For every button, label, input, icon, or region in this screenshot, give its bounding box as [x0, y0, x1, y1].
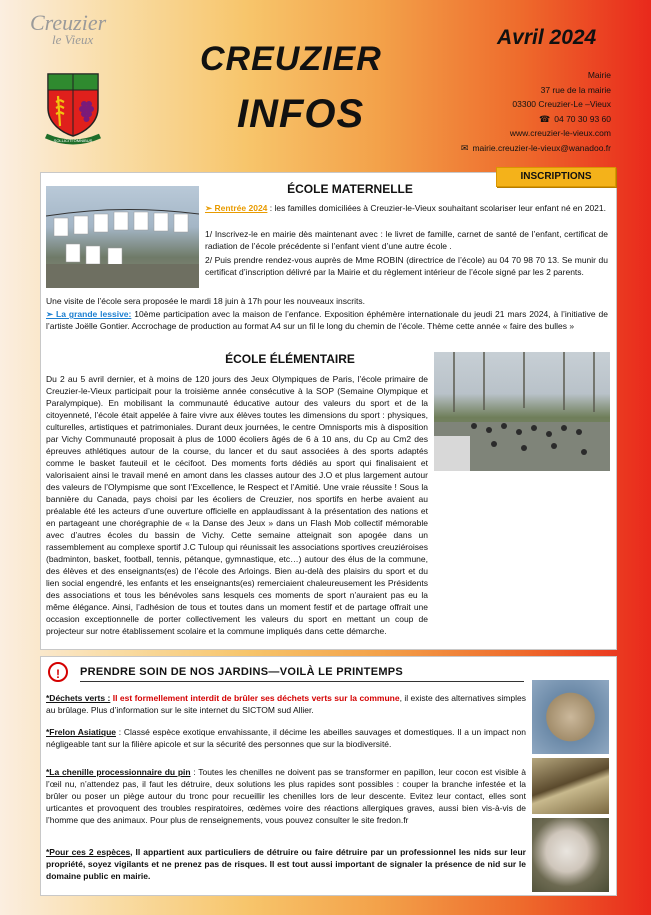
chenille-text: : Toutes les chenilles ne doivent pas se transformer en papillon, leur cocon est visible à l’œil nu, n’attendez pas, il faut les détruire, deux solutions les plus rapides sont possibles : couper la branche infestée et la brûler ou poser un piège autour du tronc pour recueillir les chenilles lors de leur descente. Evitez leur contact, elles sont urticantes et provoquent des troubles respiratoires, œdèmes voire des réactions allergiques graves, aussi bien vis-à-vis de l’homme que des animaux. Pour plus de renseignements, vous pouvez consulter le site fredon.fr	[46, 767, 527, 825]
address-web[interactable]: www.creuzier-le-vieux.com	[509, 128, 611, 138]
lessive-paragraph	[46, 308, 608, 332]
logo-line2: le Vieux	[52, 32, 94, 47]
issue-date: Avril 2024	[497, 26, 597, 49]
address-city: 03300 Creuzier-Le –Vieux	[512, 99, 611, 109]
sports-event-photo	[434, 352, 610, 471]
frelon-paragraph	[46, 726, 526, 750]
logo	[30, 10, 106, 48]
caterpillars-photo	[532, 758, 609, 814]
especes-paragraph	[46, 846, 526, 882]
warning-icon: !	[48, 662, 68, 682]
address-street: 37 rue de la mairie	[540, 84, 611, 95]
elementaire-text: Du 2 au 5 avril dernier, et à moins de 120 jours des Jeux Olympiques de Paris, l’école primaire de Creuzier-le-Vieux participait pour la troisième année consécutive à la SOP (Semaine Olympique et Paralympique). En mobilisant la communauté éducative autour des valeurs du sport et de la citoyenneté, l’école était appelée à faire vivre aux élèves toutes les dimensions du sport : physiques, culturelles, artistiques et patrimoniales. Durant deux journées, le centre Omnisports mis à disposition par Vichy Communauté proposait à plus de 1000 écoliers âgés de 6 à 10 ans, du Cp au Cm2 des épreuves athlétiques autour de la course, du lancer et du saut associées à des sports adaptés comme le basket fauteuil et le cécifoot. Des moments forts dédiés au sport qui finalisaient et valorisaient ainsi le travail mené en amont dans les classes autour des J.O et plus largement autour des valeurs de l’Olympisme que sont l’Excellence, le Respect et l’Amitié. Une vraie réussite ! Sous la bannière du Canada, pays choisi par les écoliers de Creuzier, nos sportifs en herbe avaient au préalable été les acteurs d’une ouverture officielle en applaudissant à la présentation des nations et en partageant une chorégraphie de « la Danse des Jeux » dans un Flash Mob collectif mémorable avec d’autres écoles du bassin de Vichy. Cette semaine atteignait son apogée dans un rassemblement au complexe sportif J.C Tuloup qui réunissait les associations sportives creuziéroises (badminton, basket, football, tennis, pétanque, gymnastique, etc…) autour des élus de la commune, des élèves et des enseignants(es) de l’école des Arloings. Bien au-delà des plaisirs du sport et du lien social engendré, les enfants et les enseignants(es) remerciaient chaleureusement les Présidents des associations et tous les bénévoles sans lesquels ces moments de sport n’auraient pas eu la même élégance. Ainsi, l’adhésion de tous et toutes dans un moment festif et de partage offrait une occasion exceptionnelle de porter collectivement les valeurs du sport en mettant un coup de projecteur sur notre établissement scolaire et la commune impliqués dans cette démarche.	[46, 374, 428, 636]
elementaire-heading: ÉCOLE ÉLÉMENTAIRE	[225, 352, 355, 366]
lessive-text: 10ème participation avec la maison de l’enfance. Exposition éphémère internationale du jeudi 21 mars 2024, à l’initiative de l’artiste Joëlle Gontier. Accrochage de production au format A4 sur un fil le long du chemin de l’école. Thème cette année « faire des bulles »	[46, 309, 609, 331]
dechets-text: , il existe des alternatives simples au brûlage. Plus d’information sur le site internet du SICTOM sud Allier.	[46, 693, 526, 715]
rentree-label: ➢ Rentrée 2024	[205, 203, 268, 213]
gardens-heading: PRENDRE SOIN DE NOS JARDINS—VOILÀ LE PRINTEMPS	[80, 666, 404, 678]
crest-motto: SOLLICITI OMNIBUS	[53, 138, 93, 143]
especes-text: , Il appartient aux particuliers de détruire ou faire détruire par un professionnel les nids sur leur propriété, soyez vigilants et ne prenez pas de risques. Il est tout aussi important de signaler la présence de nid sur le domaine public en mairie.	[46, 847, 526, 881]
logo-line1: Creuzier	[30, 10, 107, 35]
heading-rule	[80, 681, 524, 682]
coat-of-arms-crest	[42, 70, 104, 146]
inscriptions-badge: INSCRIPTIONS	[496, 167, 616, 187]
maternelle-heading: ÉCOLE MATERNELLE	[287, 182, 413, 196]
address-phone: 04 70 30 93 60	[554, 113, 611, 124]
email-icon: ✉	[460, 142, 469, 153]
page-title-line2: INFOS	[237, 92, 365, 136]
frelon-text: : Classé espèce exotique envahissante, il décime les abeilles sauvages et domestiques. Il a un impact non négligeable tant sur la filière apicole et sur la sécurité des personnes que sur la biodiversité.	[46, 727, 526, 749]
hornet-nest-photo	[532, 680, 609, 754]
kindergarten-photo	[46, 186, 199, 288]
elementaire-body	[46, 373, 428, 637]
phone-icon: ☎	[539, 113, 551, 124]
dechets-label: *Déchets verts :	[46, 693, 111, 703]
chenille-paragraph	[46, 766, 526, 826]
caterpillar-nest-photo	[532, 818, 609, 892]
address-email[interactable]: mairie.creuzier-le-vieux@wanadoo.fr	[472, 142, 611, 153]
rentree-paragraph	[205, 202, 608, 214]
especes-label: *Pour ces 2 espèces	[46, 847, 131, 857]
dechets-paragraph	[46, 692, 526, 716]
town-hall-address	[461, 68, 611, 155]
visit-paragraph: Une visite de l’école sera proposée le mardi 18 juin à 17h pour les nouveaux inscrits.	[46, 296, 365, 306]
page-title-line1: CREUZIER	[200, 40, 382, 78]
lessive-label: ➢ La grande lessive:	[46, 309, 132, 319]
dechets-warning: Il est formellement interdit de brûler ses déchets verts sur la commune	[110, 693, 400, 703]
address-name: Mairie	[587, 70, 611, 80]
chenille-label: *La chenille processionnaire du pin	[46, 767, 191, 777]
step1-paragraph: 1/ Inscrivez-le en mairie dès maintenant avec : le livret de famille, carnet de santé de l’enfant, certificat de radiation de l’école précédente si l’enfant vient d’une autre école .	[205, 229, 608, 251]
rentree-text: : les familles domiciliées à Creuzier-le-Vieux souhaitant scolariser leur enfant né en 2021.	[267, 203, 607, 213]
frelon-label: *Frelon Asiatique	[46, 727, 116, 737]
step2-paragraph: 2/ Puis prendre rendez-vous auprès de Mme ROBIN (directrice de l’école) au 04 70 98 70 13. Se munir du certificat d’inscription délivré par la Mairie et du règlement intérieur de l’école signé par les 2 parents.	[205, 255, 608, 277]
